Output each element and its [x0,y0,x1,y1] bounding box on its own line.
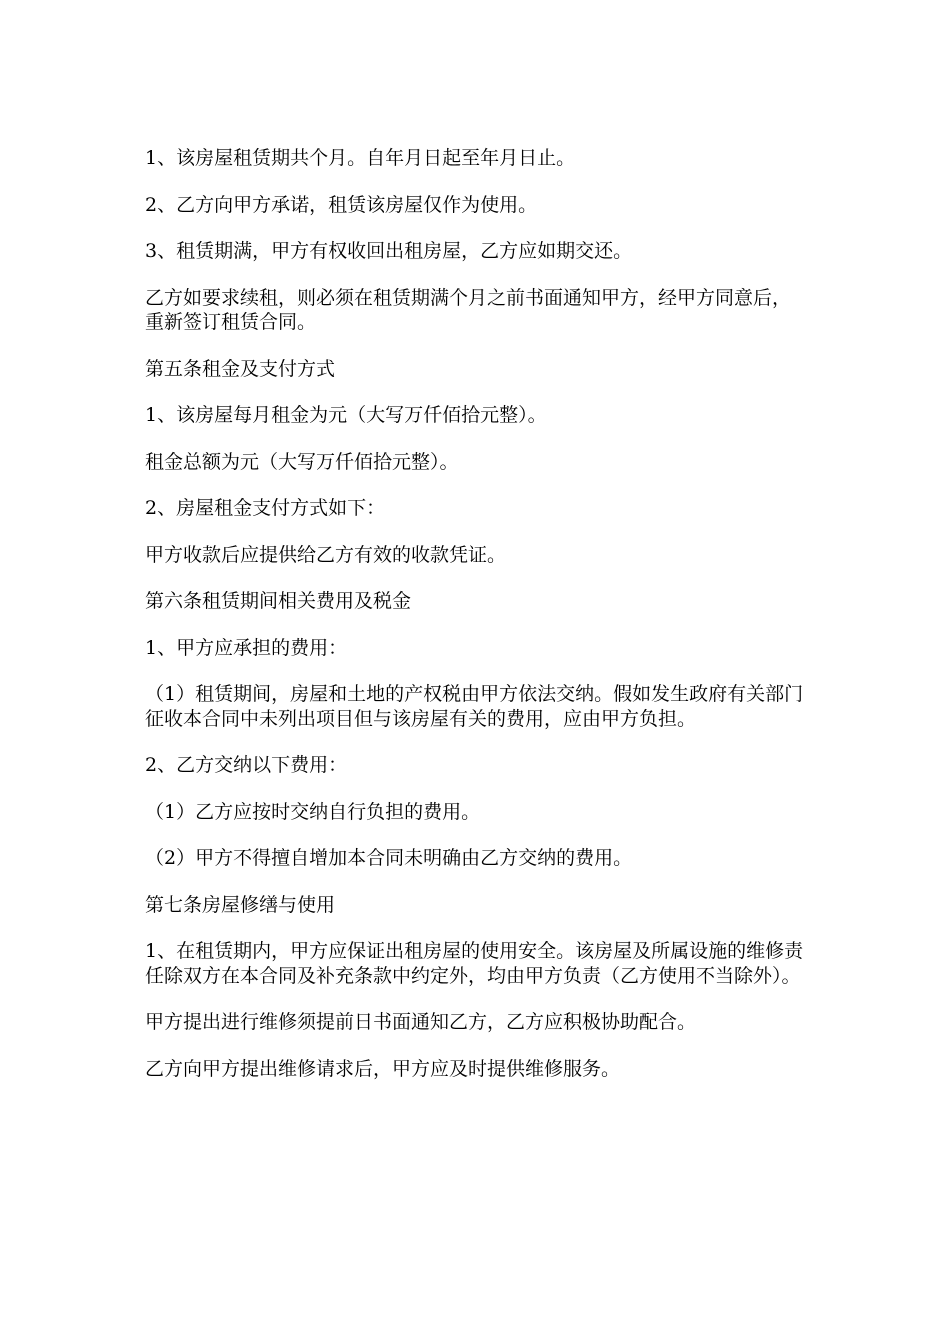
paragraph-monthly-rent: 1、该房屋每月租金为元（大写万仟佰拾元整）。 [145,404,547,426]
document-body [145,146,807,1103]
paragraph-receipt: 甲方收款后应提供给乙方有效的收款凭证。 [145,543,507,566]
paragraph-party-a-fees: 1、甲方应承担的费用： [145,636,348,659]
paragraph-lease-term: 1、该房屋租赁期共个月。自年月日起至年月日止。 [145,147,576,169]
paragraph-party-b-fee-item-2: （2）甲方不得擅自增加本合同未明确由乙方交纳的费用。 [145,847,633,869]
paragraph-usage-promise: 2、乙方向甲方承诺，租赁该房屋仅作为使用。 [145,193,538,216]
paragraph-repair-notice: 甲方提出进行维修须提前日书面通知乙方，乙方应积极协助配合。 [145,1011,697,1033]
paragraph-property-tax: （1）租赁期间，房屋和土地的产权税由甲方依法交纳。假如发生政府有关部门征收本合同中未列出项目但与该房屋有关的费用，应由甲方负担。 [145,683,804,730]
section-heading-rent: 第五条租金及支付方式 [145,357,336,380]
paragraph-party-b-fees: 2、乙方交纳以下费用： [145,754,348,776]
paragraph-renewal: 乙方如要求续租，则必须在租赁期满个月之前书面通知甲方，经甲方同意后，重新签订租赁合同。 [145,286,792,333]
paragraph-repair-responsibility: 1、在租赁期内，甲方应保证出租房屋的使用安全。该房屋及所属设施的维修责任除双方在本合同及补充条款中约定外，均由甲方负责（乙方使用不当除外）。 [145,940,804,987]
section-heading-repair: 第七条房屋修缮与使用 [145,893,336,916]
section-heading-fees: 第六条租赁期间相关费用及税金 [145,590,412,612]
paragraph-party-b-fee-item-1: （1）乙方应按时交纳自行负担的费用。 [145,800,481,823]
paragraph-payment-method: 2、房屋租金支付方式如下： [145,497,386,519]
paragraph-repair-request: 乙方向甲方提出维修请求后，甲方应及时提供维修服务。 [145,1057,621,1080]
paragraph-lease-expiry: 3、租赁期满，甲方有权收回出租房屋，乙方应如期交还。 [145,240,633,262]
paragraph-total-rent: 租金总额为元（大写万仟佰拾元整）。 [145,450,459,473]
